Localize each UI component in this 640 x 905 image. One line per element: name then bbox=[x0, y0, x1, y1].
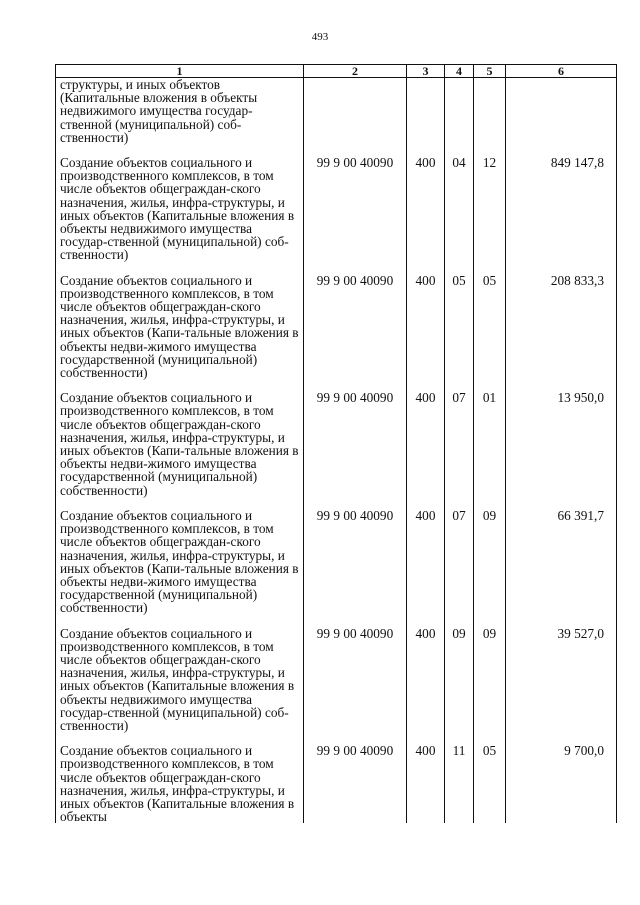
cell-description: Создание объектов социального и производственного комплексов, в том числе объектов общеграждан-ского назначения, жилья, инфра-структуры, и иных объектов (Капитальные вложения в объекты недвижимого имущества государ-ственной (муниципальной) соб-ственности) bbox=[56, 156, 304, 262]
cell-c4: 04 bbox=[445, 156, 474, 262]
table-row bbox=[56, 627, 617, 733]
cell-c3: 400 bbox=[407, 274, 445, 380]
cell-code: 99 9 00 40090 bbox=[304, 744, 407, 823]
cell-amount: 13 950,0 bbox=[506, 391, 617, 497]
cell-c4: 07 bbox=[445, 391, 474, 497]
cell-amount: 39 527,0 bbox=[506, 627, 617, 733]
cell-c5: 09 bbox=[474, 627, 506, 733]
cell-description: Создание объектов социального и производственного комплексов, в том числе объектов общеграждан-ского назначения, жилья, инфра-структуры, и иных объектов (Капи-тальные вложения в объекты недви-жимого имущества государственной (муниципальной) собственности) bbox=[56, 274, 304, 380]
column-header-3: 3 bbox=[407, 65, 445, 78]
cell-c5 bbox=[474, 78, 506, 145]
cell-amount: 66 391,7 bbox=[506, 509, 617, 615]
cell-amount bbox=[506, 78, 617, 145]
cell-c5: 12 bbox=[474, 156, 506, 262]
table-row bbox=[56, 391, 617, 497]
cell-c4 bbox=[445, 78, 474, 145]
cell-c5: 09 bbox=[474, 509, 506, 615]
cell-c3: 400 bbox=[407, 156, 445, 262]
cell-code: 99 9 00 40090 bbox=[304, 156, 407, 262]
cell-c3: 400 bbox=[407, 627, 445, 733]
cell-c5: 05 bbox=[474, 274, 506, 380]
cell-description: Создание объектов социального и производственного комплексов, в том числе объектов общеграждан-ского назначения, жилья, инфра-структуры, и иных объектов (Капи-тальные вложения в объекты недви-жимого имущества государственной (муниципальной) собственности) bbox=[56, 509, 304, 615]
cell-code bbox=[304, 78, 407, 145]
table-row bbox=[56, 274, 617, 380]
cell-c4: 11 bbox=[445, 744, 474, 823]
cell-c3: 400 bbox=[407, 509, 445, 615]
column-header-5: 5 bbox=[474, 65, 506, 78]
cell-c5: 05 bbox=[474, 744, 506, 823]
page-number: 493 bbox=[311, 31, 329, 43]
cell-code: 99 9 00 40090 bbox=[304, 509, 407, 615]
column-header-6: 6 bbox=[506, 65, 617, 78]
cell-amount: 208 833,3 bbox=[506, 274, 617, 380]
cell-c4: 07 bbox=[445, 509, 474, 615]
cell-amount: 9 700,0 bbox=[506, 744, 617, 823]
cell-c3: 400 bbox=[407, 391, 445, 497]
table-header-row bbox=[56, 65, 617, 78]
column-header-2: 2 bbox=[304, 65, 407, 78]
cell-c3: 400 bbox=[407, 744, 445, 823]
cell-description: структуры, и иных объектов (Капитальные вложения в объекты недвижимого имущества государ-ственной (муниципальной) соб-ственности) bbox=[56, 78, 304, 145]
row-spacer bbox=[56, 615, 617, 627]
table-row bbox=[56, 744, 617, 823]
cell-code: 99 9 00 40090 bbox=[304, 274, 407, 380]
cell-c4: 05 bbox=[445, 274, 474, 380]
cell-c3 bbox=[407, 78, 445, 145]
table-row bbox=[56, 509, 617, 615]
budget-table bbox=[55, 64, 617, 823]
cell-c5: 01 bbox=[474, 391, 506, 497]
row-spacer bbox=[56, 262, 617, 274]
cell-code: 99 9 00 40090 bbox=[304, 391, 407, 497]
cell-amount: 849 147,8 bbox=[506, 156, 617, 262]
cell-description: Создание объектов социального и производственного комплексов, в том числе объектов общеграждан-ского назначения, жилья, инфра-структуры, и иных объектов (Капи-тальные вложения в объекты недви-жимого имущества государственной (муниципальной) собственности) bbox=[56, 391, 304, 497]
table-row-continuation bbox=[56, 78, 617, 145]
cell-c4: 09 bbox=[445, 627, 474, 733]
column-header-4: 4 bbox=[445, 65, 474, 78]
cell-description: Создание объектов социального и производственного комплексов, в том числе объектов общеграждан-ского назначения, жилья, инфра-структуры, и иных объектов (Капитальные вложения в объекты bbox=[56, 744, 304, 823]
table-row bbox=[56, 156, 617, 262]
cell-description: Создание объектов социального и производственного комплексов, в том числе объектов общеграждан-ского назначения, жилья, инфра-структуры, и иных объектов (Капитальные вложения в объекты недвижимого имущества государ-ственной (муниципальной) соб-ственности) bbox=[56, 627, 304, 733]
cell-code: 99 9 00 40090 bbox=[304, 627, 407, 733]
column-header-1: 1 bbox=[56, 65, 304, 78]
